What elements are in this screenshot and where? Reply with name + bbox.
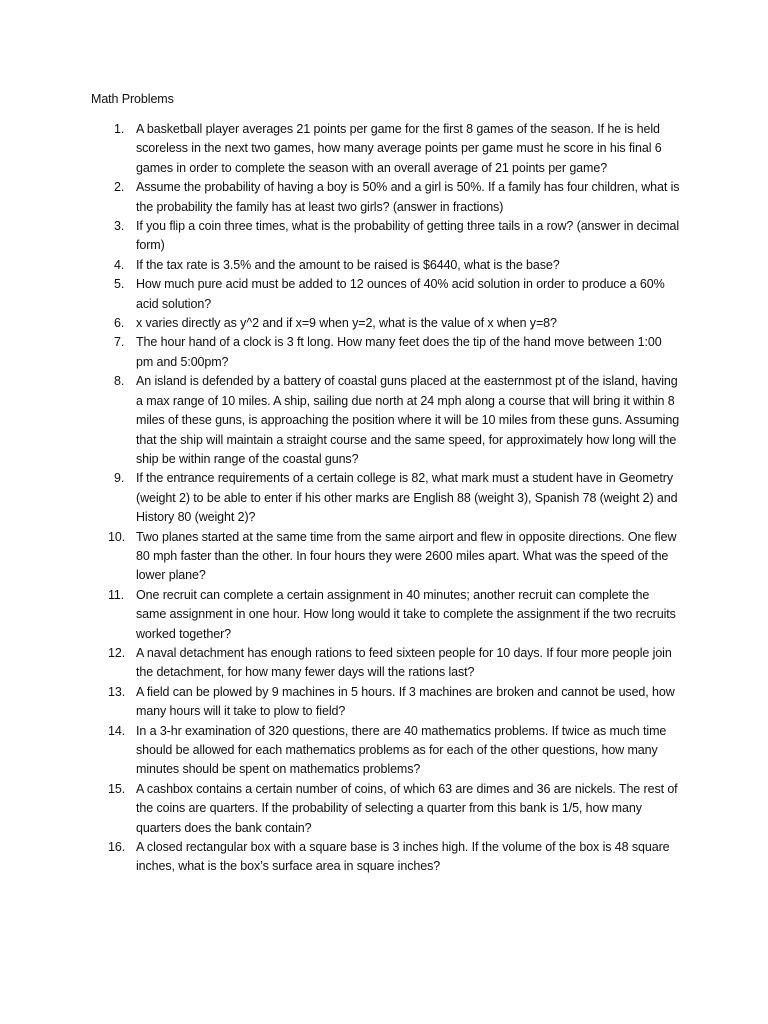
problem-item bbox=[0, 586, 680, 644]
problem-number: 5. bbox=[114, 277, 125, 292]
problem-item bbox=[0, 178, 680, 217]
problem-number: 16. bbox=[108, 840, 126, 855]
problem-text: The hour hand of a clock is 3 ft long. How many feet does the tip of the hand move between 1:00 pm and 5:00pm? bbox=[136, 335, 662, 369]
problem-item bbox=[0, 372, 680, 469]
problem-number: 4. bbox=[114, 257, 125, 272]
problem-item bbox=[0, 275, 680, 314]
problem-number: 2. bbox=[114, 180, 125, 195]
problem-number: 11. bbox=[108, 587, 125, 602]
problem-number: 6. bbox=[114, 316, 125, 331]
problem-list bbox=[0, 120, 768, 877]
problem-text: A naval detachment has enough rations to feed sixteen people for 10 days. If four more people join the detachment, for how many fewer days will the rations last? bbox=[136, 645, 672, 680]
problem-number: 13. bbox=[108, 684, 126, 699]
problem-text: In a 3-hr examination of 320 questions, there are 40 mathematics problems. If twice as much time should be allowed for each mathematics problems as for each of the other questions, how many minutes should be spent on mathematics problems? bbox=[136, 723, 667, 777]
problem-item bbox=[0, 838, 680, 877]
problem-number: 9. bbox=[114, 471, 125, 486]
problem-text: If you flip a coin three times, what is the probability of getting three tails in a row? (answer in decimal form) bbox=[136, 219, 680, 253]
problem-item bbox=[0, 683, 680, 722]
problem-text: If the entrance requirements of a certain college is 82, what mark must a student have in Geometry (weight 2) to be able to enter if his other marks are English 88 (weight 3), Spanish 78 (weight 2) and History 80 (weight 2)? bbox=[136, 471, 678, 525]
problem-item bbox=[0, 780, 680, 838]
document-title: Math Problems bbox=[91, 92, 174, 106]
problem-item bbox=[0, 217, 680, 256]
problem-item bbox=[0, 256, 680, 275]
problem-text: Two planes started at the same time from the same airport and flew in opposite directions. One flew 80 mph faster than the other. In four hours they were 2600 miles apart. What was the speed of the lower plane? bbox=[136, 529, 677, 583]
problem-text: If the tax rate is 3.5% and the amount to be raised is $6440, what is the base? bbox=[136, 257, 560, 272]
problem-text: x varies directly as y^2 and if x=9 when y=2, what is the value of x when y=8? bbox=[136, 316, 557, 331]
problem-number: 14. bbox=[108, 723, 126, 738]
problem-number: 3. bbox=[114, 219, 125, 234]
problem-number: 10. bbox=[108, 529, 126, 544]
problem-text: A closed rectangular box with a square base is 3 inches high. If the volume of the box is 48 square inches, what is the box’s surface area in square inches? bbox=[136, 840, 670, 874]
problem-text: A basketball player averages 21 points per game for the first 8 games of the season. If he is held scoreless in the next two games, how many average points per game must he score in his final 6 games in order to complete the season with an overall average of 21 points per game? bbox=[136, 122, 662, 175]
problem-item bbox=[0, 120, 680, 178]
problem-number: 7. bbox=[114, 335, 125, 350]
problem-number: 15. bbox=[108, 781, 126, 796]
problem-number: 12. bbox=[108, 645, 126, 660]
problem-item bbox=[0, 333, 680, 372]
problem-text: A cashbox contains a certain number of coins, of which 63 are dimes and 36 are nickels. The rest of the coins are quarters. If the probability of selecting a quarter from this bank is 1/5, how many quarters does the bank contain? bbox=[136, 781, 678, 835]
problem-item bbox=[0, 644, 680, 683]
problem-text: How much pure acid must be added to 12 ounces of 40% acid solution in order to produce a 60% acid solution? bbox=[136, 277, 665, 311]
problem-item bbox=[0, 528, 680, 586]
problem-number: 1. bbox=[114, 122, 125, 136]
problem-text: An island is defended by a battery of coastal guns placed at the easternmost pt of the island, having a max range of 10 miles. A ship, sailing due north at 24 mph along a course that will bring it within 8 miles of these guns, is approaching the position where it will be 10 miles from these guns. Assuming that the ship will maintain a straight course and the same speed, for approximately how long will the ship be within range of the coastal guns? bbox=[136, 374, 680, 466]
problem-text: A field can be plowed by 9 machines in 5 hours. If 3 machines are broken and cannot be used, how many hours will it take to plow to field? bbox=[136, 684, 675, 719]
problem-item bbox=[0, 722, 680, 780]
problem-number: 8. bbox=[114, 374, 125, 389]
problem-item bbox=[0, 314, 680, 333]
problem-text: Assume the probability of having a boy is 50% and a girl is 50%. If a family has four children, what is the probability the family has at least two girls? (answer in fractions) bbox=[136, 180, 680, 214]
problem-item bbox=[0, 469, 680, 527]
problem-text: One recruit can complete a certain assignment in 40 minutes; another recruit can complete the same assignment in one hour. How long would it take to complete the assignment if the two recruits worked together? bbox=[136, 587, 676, 641]
